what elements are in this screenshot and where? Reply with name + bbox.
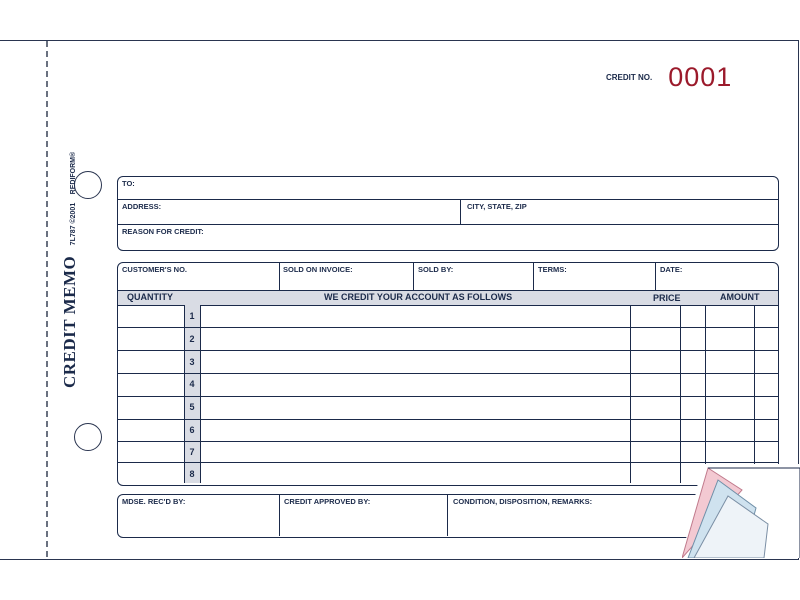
- line-number: 5: [189, 402, 195, 412]
- line-number: 4: [189, 379, 195, 389]
- approved-by-field[interactable]: CREDIT APPROVED BY:: [284, 497, 371, 506]
- divider: [200, 305, 201, 483]
- divider: [413, 263, 414, 290]
- divider: [533, 263, 534, 290]
- line-number: 7: [189, 447, 195, 457]
- credit-no-label: CREDIT NO.: [606, 73, 653, 82]
- divider: [279, 263, 280, 290]
- sold-by-field[interactable]: SOLD BY:: [418, 265, 454, 274]
- customer-box: [117, 176, 779, 251]
- terms-field[interactable]: TERMS:: [538, 265, 567, 274]
- brand-label: REDIFORM®: [70, 151, 77, 195]
- table-row-line: [118, 396, 778, 397]
- divider: [184, 305, 185, 483]
- divider: [705, 305, 706, 483]
- divider: [118, 199, 778, 200]
- line-number: 6: [189, 425, 195, 435]
- form-side-title: [60, 152, 80, 388]
- form-code: 7L787 ©2001: [70, 202, 77, 246]
- credit-no-value: 0001: [668, 62, 733, 92]
- divider: [118, 224, 778, 225]
- divider: [680, 305, 681, 483]
- city-state-zip-field[interactable]: CITY, STATE, ZIP: [467, 202, 527, 211]
- sold-on-invoice-field[interactable]: SOLD ON INVOICE:: [283, 265, 353, 274]
- table-row-line: [118, 419, 778, 420]
- reason-for-credit-field[interactable]: REASON FOR CREDIT:: [122, 227, 204, 236]
- divider: [447, 495, 448, 536]
- table-row-line: [118, 373, 778, 374]
- remarks-field[interactable]: CONDITION, DISPOSITION, REMARKS:: [453, 497, 593, 506]
- line-number: 2: [189, 334, 195, 344]
- footer-box: [117, 494, 779, 538]
- form-title: CREDIT MEMO: [60, 255, 79, 388]
- credit-number-block: [606, 62, 732, 93]
- quantity-header: QUANTITY: [127, 292, 173, 302]
- perforation-line: [46, 41, 48, 557]
- divider: [460, 199, 461, 224]
- table-row-line: [118, 327, 778, 328]
- line-number: 3: [189, 357, 195, 367]
- table-row-line: [118, 462, 778, 463]
- divider: [279, 495, 280, 536]
- divider: [630, 305, 631, 483]
- line-number: 8: [189, 469, 195, 479]
- binder-hole-bottom: [74, 423, 102, 451]
- page-curl-icon: [682, 464, 800, 558]
- address-field[interactable]: ADDRESS:: [122, 202, 162, 211]
- price-header: PRICE: [653, 293, 681, 303]
- amount-header: AMOUNT: [720, 292, 760, 302]
- table-row-line: [118, 441, 778, 442]
- description-header: WE CREDIT YOUR ACCOUNT AS FOLLOWS: [324, 292, 513, 302]
- to-field[interactable]: TO:: [122, 179, 135, 188]
- table-row-line: [118, 350, 778, 351]
- received-by-field[interactable]: MDSE. REC'D BY:: [122, 497, 186, 506]
- divider: [655, 263, 656, 290]
- divider: [754, 305, 755, 483]
- customer-no-field[interactable]: CUSTOMER'S NO.: [122, 265, 187, 274]
- line-number: 1: [189, 311, 195, 321]
- date-field[interactable]: DATE:: [660, 265, 683, 274]
